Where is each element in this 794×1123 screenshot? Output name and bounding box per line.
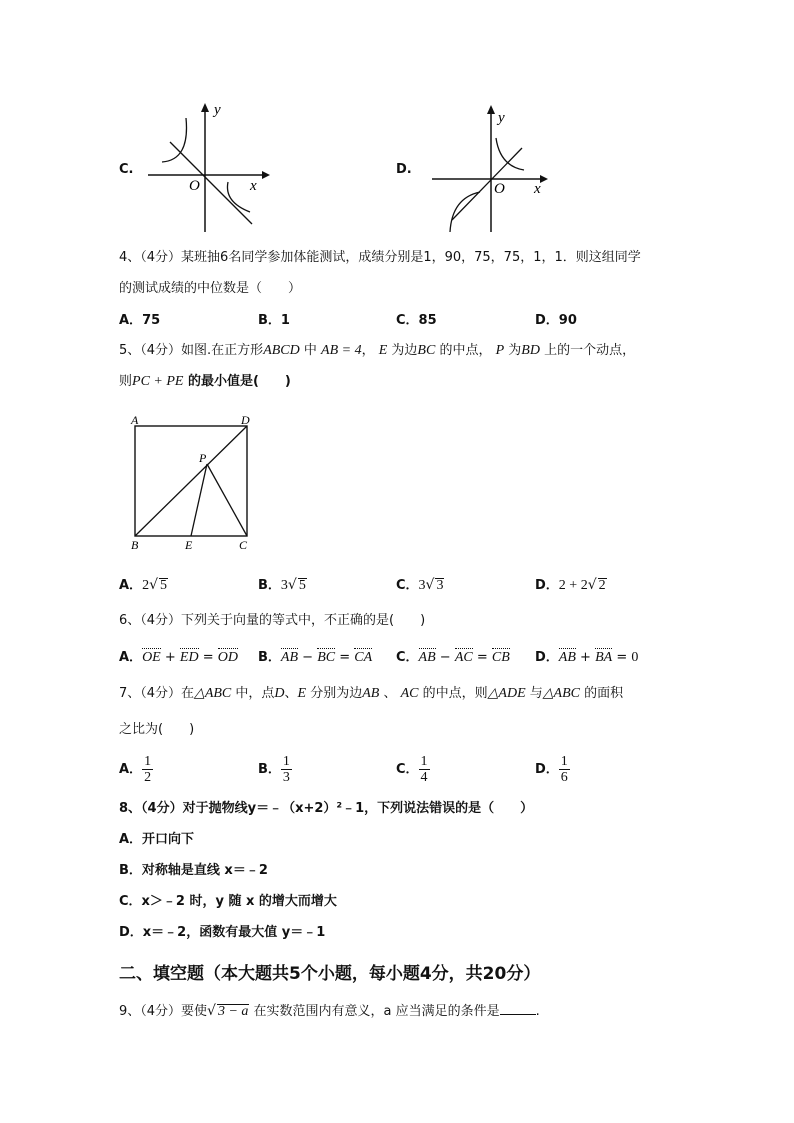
q5-stem-line1: 5、（4分）如图.在正方形ABCD 中 AB = 4， E 为边BC 的中点， P 为BD 上的一个动点， — [119, 343, 636, 358]
q5-option-c[interactable]: C．3√ 3 — [396, 577, 444, 593]
option-d-label: D. — [396, 162, 412, 177]
q7-stem-line1: 7、（4分）在△ABC 中，点D、E 分别为边AB 、 AC 的中点，则△ADE 与△ABC 的面积 — [119, 686, 624, 701]
vertex-label-d: D — [241, 413, 250, 427]
y-axis-arrow — [201, 103, 209, 112]
q4-stem-line1: 4、（4分）某班抽6名同学参加体能测试，成绩分别是1，90，75，75，1，1．则这组同学 — [119, 250, 641, 265]
q6-option-d[interactable]: D．AB + BA = 0 — [535, 650, 639, 665]
q6-option-a[interactable]: A．OE + ED = OD — [119, 650, 238, 665]
option-c-label: C. — [119, 162, 134, 177]
q8-option-d[interactable]: D．x＝﹣2，函数有最大值 y＝﹣1 — [119, 925, 326, 940]
y-axis-arrow — [487, 105, 495, 114]
segment-pc — [207, 464, 247, 536]
origin-label: O — [189, 178, 200, 194]
q9-answer-blank[interactable] — [500, 1002, 536, 1015]
q5-option-d[interactable]: D．2 + 2√ 2 — [535, 577, 606, 593]
axis-label-x: x — [534, 181, 541, 197]
section-heading-fill-in: 二、填空题（本大题共5个小题，每小题4分，共20分） — [119, 964, 541, 984]
q5-option-b[interactable]: B．3√ 5 — [258, 577, 306, 593]
axis-label-x: x — [250, 178, 257, 194]
q5-stem-line2: 则PC + PE 的最小值是( ) — [119, 374, 291, 389]
point-label-p: P — [199, 451, 207, 465]
q7-option-a[interactable]: A． $\frac{1}{2}$ — [119, 754, 152, 785]
q8-option-c[interactable]: C．x＞﹣2 时，y 随 x 的增大而增大 — [119, 894, 337, 909]
q8-stem: 8、（4分）对于抛物线y＝﹣（x+2）²﹣1，下列说法错误的是（ ） — [119, 801, 534, 816]
q8-option-a[interactable]: A．开口向下 — [119, 832, 195, 847]
segment-pe — [191, 464, 207, 536]
q4-option-c[interactable]: C．85 — [396, 313, 437, 328]
square-figure — [125, 408, 260, 553]
q4-option-a[interactable]: A．75 — [119, 313, 161, 328]
graph-option-c — [140, 100, 270, 236]
hyperbola-branch-lower-left — [450, 192, 480, 232]
q6-option-b[interactable]: B．AB − BC = CA — [258, 650, 373, 665]
q6-option-c[interactable]: C．AB − AC = CB — [396, 650, 510, 665]
q4-stem-line2: 的测试成绩的中位数是（ ） — [119, 281, 302, 296]
line-increasing — [452, 148, 522, 220]
q8-option-b[interactable]: B．对称轴是直线 x＝﹣2 — [119, 863, 268, 878]
vertex-label-a: A — [131, 413, 139, 427]
x-axis-arrow — [540, 175, 548, 183]
x-axis-arrow — [262, 171, 270, 179]
q7-option-c[interactable]: C． $\frac{1}{4}$ — [396, 754, 428, 785]
q6-stem: 6、（4分）下列关于向量的等式中，不正确的是( ) — [119, 613, 426, 628]
graph-option-d — [428, 100, 552, 236]
diagonal-bd — [135, 426, 247, 536]
line-decreasing — [170, 142, 252, 224]
q4-option-d[interactable]: D．90 — [535, 313, 577, 328]
q4-option-b[interactable]: B．1 — [258, 313, 290, 328]
axis-label-y: y — [214, 102, 221, 118]
q7-stem-line2: 之比为( ) — [119, 722, 195, 737]
q7-option-d[interactable]: D． $\frac{1}{6}$ — [535, 754, 568, 785]
hyperbola-branch-lower-right — [227, 182, 250, 212]
vertex-label-c: C — [239, 538, 248, 552]
q5-option-a[interactable]: A．2√ 5 — [119, 577, 167, 593]
hyperbola-branch-upper-right — [496, 138, 524, 170]
axis-label-y: y — [498, 110, 505, 126]
vertex-label-b: B — [131, 538, 139, 552]
q9-stem: 9、（4分）要使√ 3 − a 在实数范围内有意义，a 应当满足的条件是 . — [119, 1003, 540, 1019]
origin-label: O — [494, 181, 505, 197]
point-label-e: E — [185, 538, 193, 552]
q7-option-b[interactable]: B． $\frac{1}{3}$ — [258, 754, 290, 785]
